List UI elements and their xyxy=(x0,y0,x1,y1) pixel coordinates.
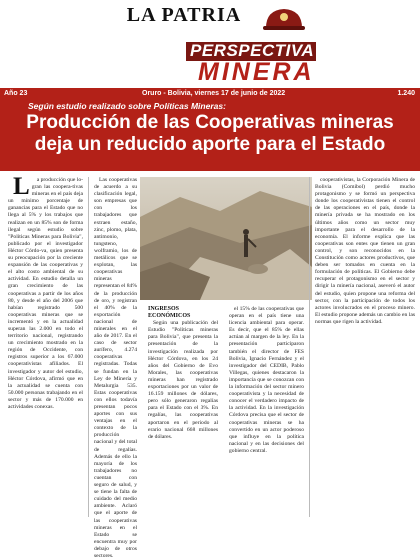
column-3-subhead: INGRESOS ECONÓMICOS xyxy=(148,306,191,320)
quarry-photo xyxy=(140,177,312,300)
perspectiva-title: PERSPECTIVA xyxy=(190,41,315,60)
paper-name: LA PATRIA xyxy=(126,4,242,26)
column-1-text: a producción que lo-gran las coopera-tivas mineras en el país deja un mínimo porcentaje de ganancias para el Estado que no llega al 5% y los trabajos que realizan en un 85% son de forma ilegal según estudio sobre "Políticas Mineras para Bolivia", publicado por el investigador Héctor Córdo-va, quien presenta su preocupación por la creciente expansión de las cooperativas y el alto costo ambiental de su actividad. En estudio detalla un gran crecimiento de las cooperativas a partir de los años 80, y desde el año del 2006 que habían registrado 500 cooperativas mineras que se incrementó y en la actualidad superan las 2.000 en todo el territorio nacional, registrando un crecimiento mostrado en la región de Occidente, con registros superior a los 67.000 cooperativistas afiliados. El investigador y autor del estudio, Héctor Córdova, afirmó que en la actualidad se cuenta con 50.000 personas trabajando en el sector y más de 170.000 en actividades conexas. xyxy=(8,177,83,410)
dateline: Oruro - Bolivia, viernes 17 de junio de 2022 xyxy=(142,90,286,97)
miner-helmet-icon xyxy=(262,6,306,32)
issue-number: 1.240 xyxy=(397,90,415,97)
column-rule xyxy=(88,177,89,517)
column-rule xyxy=(309,177,310,517)
column-5-text: cooperativistas, la Corporación Minera de Bolivia (Comibol) perdió mucho protagonismo y se formó un perspectiva donde los cooperativistas tienen el control de las operaciones en el país, donde la minería privada se ha mostrado en los últimos años como un sector muy importante para el desarrollo de la economía. El informe explica que las cooperativas son entes que tienen un gran control, y son reconocidos en la Constitución como actores productivos, que deben ser tomados en cuenta en la formulación de políticas. El Gobierno debe recuperar el protagonismo en el sector y dirigir la minería nacional, aseveró el autor del estudio, quien propone una reforma del sector, con la participación de todos los actores involucrados en el proceso minero. El estudio propone además un cambio en las normas que rigen la actividad. xyxy=(315,177,415,325)
article-column-2 xyxy=(94,177,137,559)
column-2-text: Las cooperativas de acuerdo a su clasificación legal, son empresas que con los trabajadores que extraen estaño, zinc, plomo, plata, antimonio, tungsteno, wolframio, los de metálicos que se explotan, las cooperativas mineras representan el 84% de la producción de oro, y registran el 40% de la exportación nacional de minerales en el año de 2017. En el caso de sector aurífero, 4.274 cooperativas registradas. Todas se fundan en la Ley de Minería y Metalurgia 535. Estas cooperativas con ellos todavía presentan pocos aportes con sus ventajas en el contexto de la producción nacional y del total de regalías. Además de ello la mayoría de los trabajadores no cuentan con seguro de salud, y se tiene la falta de cuidado del medio ambiente. Aclaró que el aporte de las cooperativas mineras en el Estado se encuentra muy por debajo de otros sectores. xyxy=(94,177,137,559)
article-kicker: Según estudio realizado sobre Políticas Mineras: xyxy=(28,101,226,111)
article-column-3 xyxy=(148,306,218,517)
article-column-5 xyxy=(315,177,415,517)
article-column-1 xyxy=(8,173,83,517)
masthead xyxy=(0,0,420,92)
year-label: Año 23 xyxy=(4,90,28,97)
dateline-strip xyxy=(0,88,420,99)
article-column-4 xyxy=(229,306,304,517)
column-3-text: Según una publicación del Estudio "Políticas mineras para Bolivia", que presenta la presentación de la investigación realizada por Héctor Córdova, en los 24 años del Gobierno de Evo Morales, las cooperativas mineras han registrado exportaciones por un valor de 16.159 millones de dólares, pero sólo generaron regalías para el Estado con el 3%. En regalías, las cooperativas aportaron en el periodo al erario nacional 668 millones de dólares. xyxy=(148,320,218,440)
dropcap: L xyxy=(13,173,30,200)
minera-title: MINERA xyxy=(198,58,315,86)
column-4-text: el 15% de las cooperativas que operan en el país tiene una licencia ambiental para operar. Es decir, que el 85% de ellas actúan al margen de la ley. En la presentación participaron también el director de FES Bolivia, Ignacio Fernández y el investigador del CEDIB, Pablo Villegas, quienes destacaron la importancia que se conozcan con la información del sector minero cooperativista y la necesidad de conocer el verdadero impacto de la actividad. En la investigación Córdova precisa que el sector de cooperativas mineras se ha convertido en un actor poderoso que influye en la política nacional y en las decisiones del gobierno central. xyxy=(229,306,304,454)
article-headline: Producción de las Cooperativas mineras deja un reducido aporte para el Estado xyxy=(26,112,394,155)
